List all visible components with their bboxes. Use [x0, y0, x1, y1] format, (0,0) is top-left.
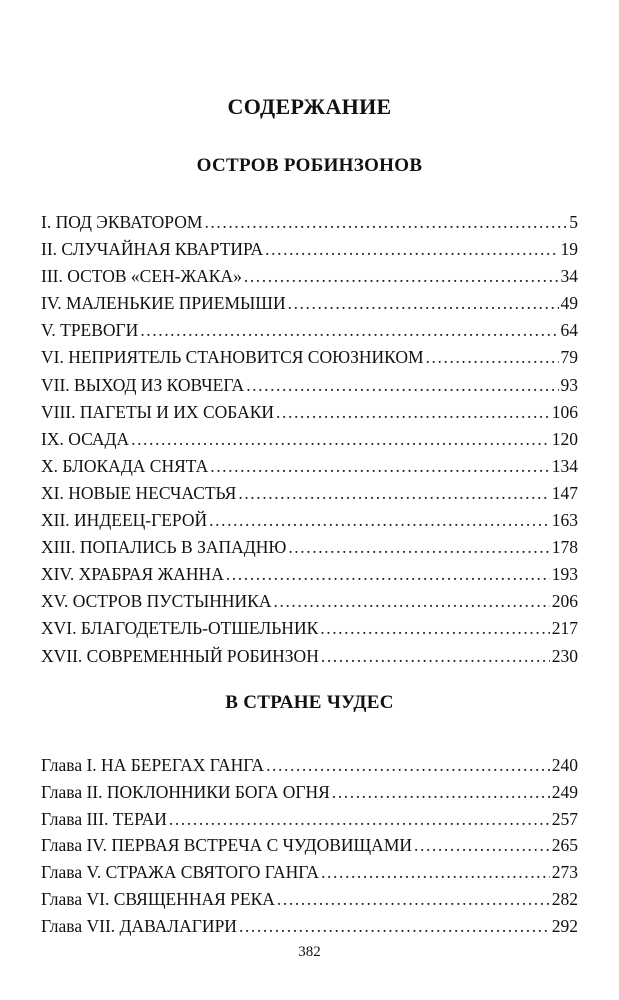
toc-entry-page: 163: [551, 510, 578, 531]
toc-entry-page: 265: [551, 835, 578, 856]
toc-entry-title: XII. ИНДЕЕЦ-ГЕРОЙ: [41, 510, 208, 531]
toc-entry: [41, 209, 578, 236]
toc-entry: [41, 317, 578, 344]
toc-entry: [41, 480, 578, 507]
toc-entry-page: 193: [551, 564, 578, 585]
toc-entry-title: XIII. ПОПАЛИСЬ В ЗАПАДНЮ: [41, 537, 287, 558]
toc-entry: [41, 615, 578, 642]
dot-leader: [320, 615, 550, 642]
toc-entry: [41, 426, 578, 453]
toc-entry: [41, 263, 578, 290]
part-title-1: ОСТРОВ РОБИНЗОНОВ: [196, 155, 423, 176]
toc-entry: [41, 561, 578, 588]
toc-entry: [41, 507, 578, 534]
toc-entry: [41, 588, 578, 615]
toc-entry: [41, 534, 578, 561]
toc-entry-page: 273: [551, 862, 578, 883]
dot-leader: [276, 399, 550, 426]
toc-entry-title: IX. ОСАДА: [41, 428, 130, 449]
toc-entry: [41, 859, 578, 886]
toc-entry-title: X. БЛОКАДА СНЯТА: [41, 455, 209, 476]
toc-entry-title: XVI. БЛАГОДЕТЕЛЬ-ОТШЕЛЬНИК: [41, 618, 319, 639]
toc-entry-page: 120: [551, 428, 578, 449]
dot-leader: [265, 236, 558, 263]
dot-leader: [169, 806, 550, 833]
toc-entry-page: 19: [560, 239, 578, 260]
toc-entry: [41, 344, 578, 371]
toc-entry-title: Глава III. ТЕРАИ: [41, 808, 167, 829]
toc-list-part-2: [41, 752, 578, 940]
dot-leader: [288, 534, 549, 561]
dot-leader: [426, 344, 559, 371]
toc-entry-title: VI. НЕПРИЯТЕЛЬ СТАНОВИТСЯ СОЮЗНИКОМ: [41, 347, 424, 368]
toc-entry-title: VII. ВЫХОД ИЗ КОВЧЕГА: [41, 374, 245, 395]
toc-entry-title: XVII. СОВРЕМЕННЫЙ РОБИНЗОН: [41, 645, 319, 666]
toc-entry-title: III. ОСТОВ «СЕН-ЖАКА»: [41, 266, 242, 287]
dot-leader: [209, 507, 550, 534]
toc-entry-title: Глава II. ПОКЛОННИКИ БОГА ОГНЯ: [41, 781, 330, 802]
toc-entry: [41, 832, 578, 859]
dot-leader: [226, 561, 550, 588]
toc-entry-page: 34: [560, 266, 578, 287]
toc-entry-page: 230: [551, 645, 578, 666]
toc-entry-page: 217: [551, 618, 578, 639]
toc-entry-page: 292: [551, 915, 578, 936]
toc-entry-title: VIII. ПАГЕТЫ И ИХ СОБАКИ: [41, 401, 275, 422]
page-title: СОДЕРЖАНИЕ: [227, 94, 392, 119]
toc-entry: [41, 236, 578, 263]
toc-entry: [41, 643, 578, 670]
toc-entry-page: 178: [551, 537, 578, 558]
dot-leader: [277, 886, 550, 913]
toc-entry-page: 5: [569, 212, 578, 232]
dot-leader: [246, 372, 558, 399]
toc-entry-page: 249: [551, 781, 578, 802]
dot-leader: [131, 426, 550, 453]
toc-entry-page: 64: [560, 320, 578, 341]
toc-entry: [41, 752, 578, 779]
toc-entry-page: 147: [551, 482, 578, 503]
dot-leader: [414, 832, 550, 859]
toc-entry-title: Глава VII. ДАВАЛАГИРИ: [41, 915, 237, 936]
toc-entry: [41, 913, 578, 940]
dot-leader: [266, 752, 550, 779]
toc-entry-title: Глава IV. ПЕРВАЯ ВСТРЕЧА С ЧУДОВИЩАМИ: [41, 835, 413, 856]
toc-entry-title: Глава VI. СВЯЩЕННАЯ РЕКА: [41, 888, 275, 909]
toc-entry: [41, 290, 578, 317]
toc-list-part-1: [41, 209, 578, 670]
page-number: 382: [298, 944, 321, 960]
toc-entry-page: 106: [551, 401, 578, 422]
dot-leader: [140, 317, 558, 344]
dot-leader: [204, 209, 567, 236]
toc-entry: [41, 372, 578, 399]
dot-leader: [238, 480, 549, 507]
toc-entry-title: II. СЛУЧАЙНАЯ КВАРТИРА: [41, 239, 264, 260]
toc-entry-title: Глава I. НА БЕРЕГАХ ГАНГА: [41, 755, 265, 775]
toc-entry: [41, 779, 578, 806]
dot-leader: [274, 588, 550, 615]
toc-entry-page: 206: [551, 591, 578, 612]
dot-leader: [210, 453, 550, 480]
toc-entry-title: I. ПОД ЭКВАТОРОМ: [41, 212, 203, 232]
dot-leader: [321, 643, 550, 670]
toc-entry: [41, 453, 578, 480]
toc-entry: [41, 806, 578, 833]
toc-entry-title: XV. ОСТРОВ ПУСТЫННИКА: [41, 591, 272, 612]
toc-entry-page: 79: [560, 347, 578, 368]
dot-leader: [239, 913, 550, 940]
toc-entry-page: 282: [551, 888, 578, 909]
dot-leader: [244, 263, 559, 290]
toc-entry-page: 93: [560, 374, 578, 395]
dot-leader: [321, 859, 550, 886]
dot-leader: [288, 290, 559, 317]
toc-entry-title: IV. МАЛЕНЬКИЕ ПРИЕМЫШИ: [41, 293, 286, 314]
toc-entry-page: 134: [551, 455, 578, 476]
toc-entry: [41, 399, 578, 426]
toc-entry: [41, 886, 578, 913]
toc-entry-title: Глава V. СТРАЖА СВЯТОГО ГАНГА: [41, 862, 320, 883]
toc-entry-page: 240: [551, 755, 578, 775]
toc-entry-page: 49: [560, 293, 578, 314]
part-title-2: В СТРАНЕ ЧУДЕС: [225, 692, 394, 713]
toc-entry-title: XI. НОВЫЕ НЕСЧАСТЬЯ: [41, 482, 237, 503]
toc-entry-title: V. ТРЕВОГИ: [41, 320, 139, 341]
toc-entry-page: 257: [551, 808, 578, 829]
toc-entry-title: XIV. ХРАБРАЯ ЖАННА: [41, 564, 224, 585]
dot-leader: [332, 779, 550, 806]
